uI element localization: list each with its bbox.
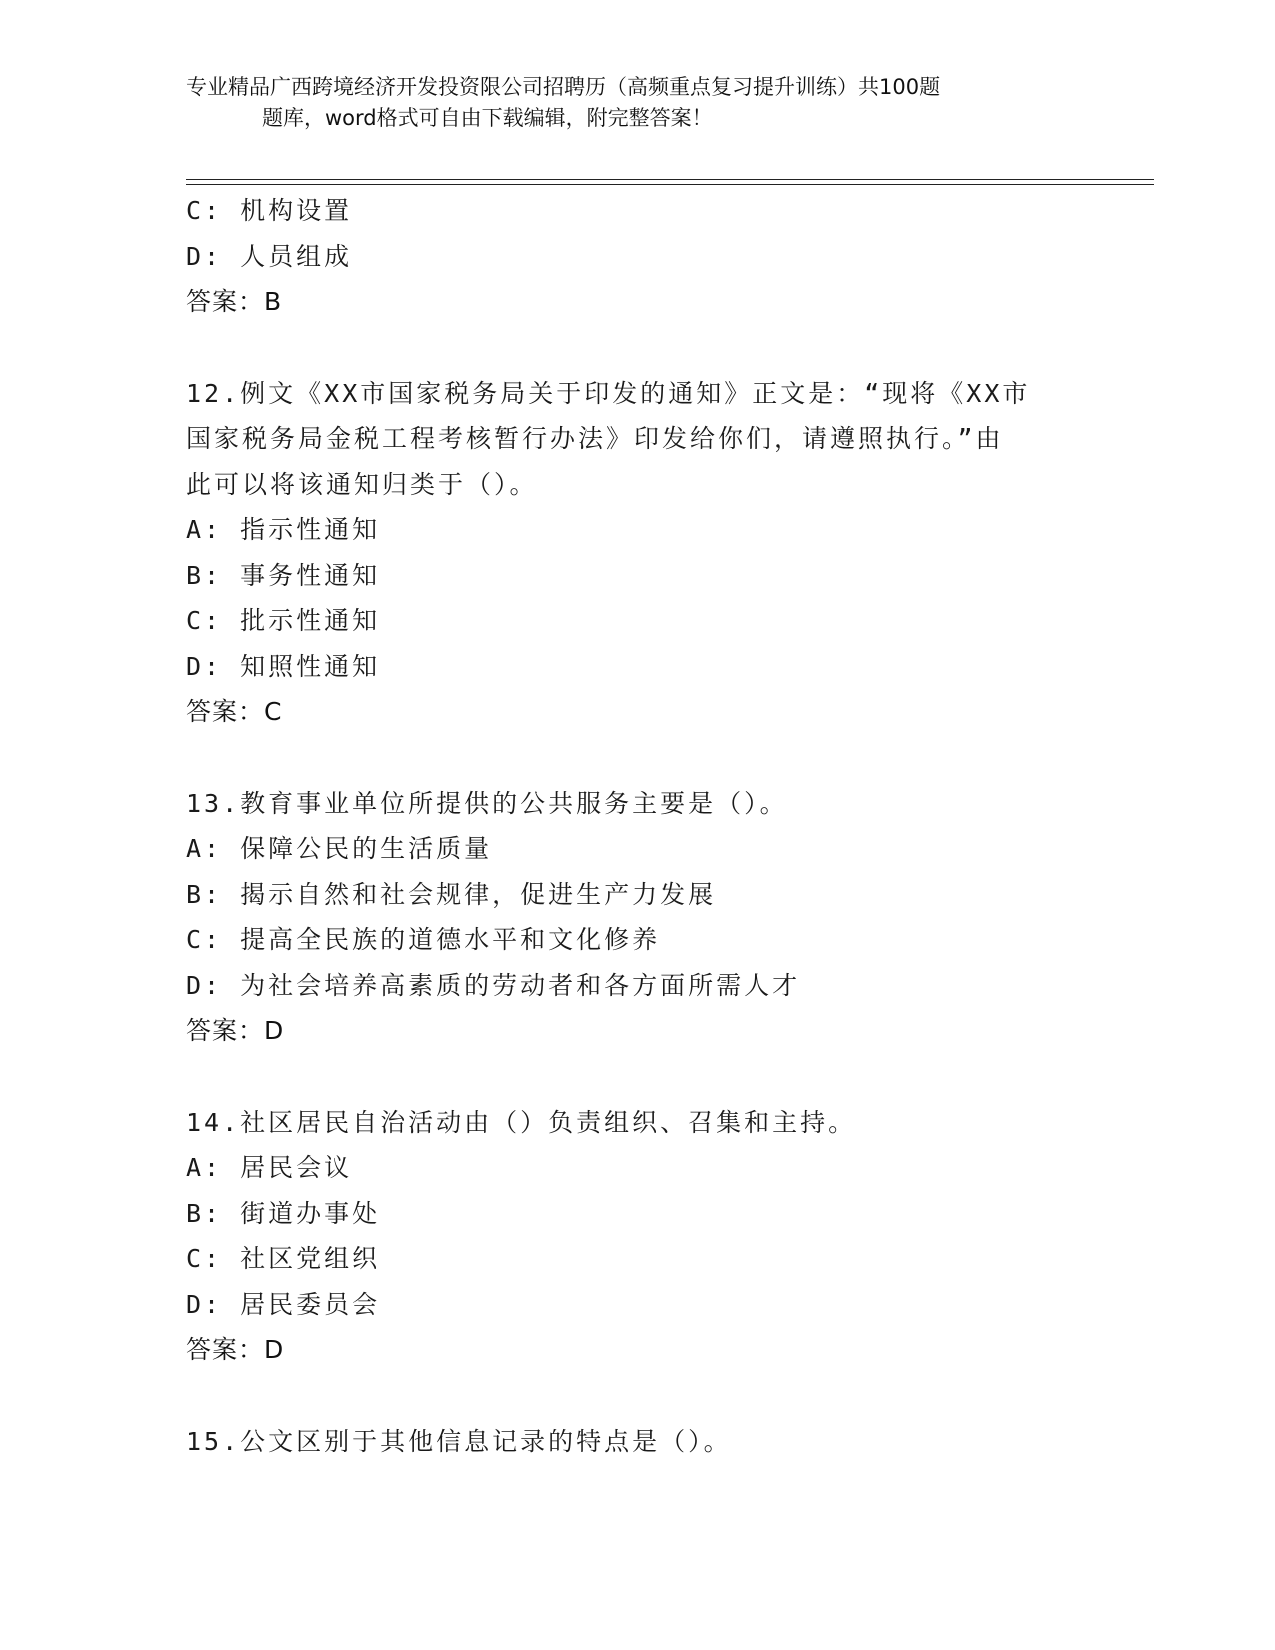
option-a: A: 指示性通知 — [186, 515, 381, 544]
option-d: D: 人员组成 — [186, 241, 353, 271]
question-11 — [186, 188, 1086, 325]
header-title-line-2: 题库，word格式可自由下载编辑，附完整答案！ — [262, 106, 713, 130]
question-14 — [186, 1100, 1086, 1373]
header-divider-bottom — [186, 184, 1154, 185]
option-c: C: 提高全民族的道德水平和文化修养 — [186, 925, 661, 954]
option-d: D: 为社会培养高素质的劳动者和各方面所需人才 — [186, 970, 801, 1000]
answer: 答案：D — [186, 1016, 285, 1045]
question-stem: 14.社区居民自治活动由（）负责组织、召集和主持。 — [186, 1107, 857, 1137]
option-c: C: 批示性通知 — [186, 606, 381, 635]
question-15 — [186, 1419, 1086, 1465]
option-b: B: 街道办事处 — [186, 1198, 381, 1228]
header-divider-top — [186, 179, 1154, 180]
page-header — [186, 72, 1086, 134]
answer: 答案：D — [186, 1335, 285, 1364]
answer: 答案：C — [186, 697, 283, 726]
header-title-line-1: 专业精品广西跨境经济开发投资限公司招聘历（高频重点复习提升训练）共100题 — [186, 75, 941, 99]
question-12 — [186, 371, 1086, 735]
question-stem: 13.教育事业单位所提供的公共服务主要是（）。 — [186, 788, 788, 818]
option-b: B: 揭示自然和社会规律，促进生产力发展 — [186, 879, 717, 909]
question-stem: 国家税务局金税工程考核暂行办法》印发给你们，请遵照执行。”由 — [186, 424, 1004, 453]
option-d: D: 知照性通知 — [186, 651, 381, 681]
option-d: D: 居民委员会 — [186, 1289, 381, 1319]
question-stem: 15.公文区别于其他信息记录的特点是（）。 — [186, 1426, 732, 1456]
option-a: A: 居民会议 — [186, 1153, 353, 1182]
option-c: C: 机构设置 — [186, 196, 353, 225]
option-c: C: 社区党组织 — [186, 1244, 381, 1273]
option-b: B: 事务性通知 — [186, 560, 381, 590]
question-stem: 12.例文《XX市国家税务局关于印发的通知》正文是：“现将《XX市 — [186, 378, 1031, 408]
option-a: A: 保障公民的生活质量 — [186, 834, 493, 863]
question-list — [186, 188, 1086, 1510]
question-stem: 此可以将该通知归类于（）。 — [186, 469, 538, 499]
answer: 答案：B — [186, 287, 283, 316]
question-13 — [186, 781, 1086, 1054]
